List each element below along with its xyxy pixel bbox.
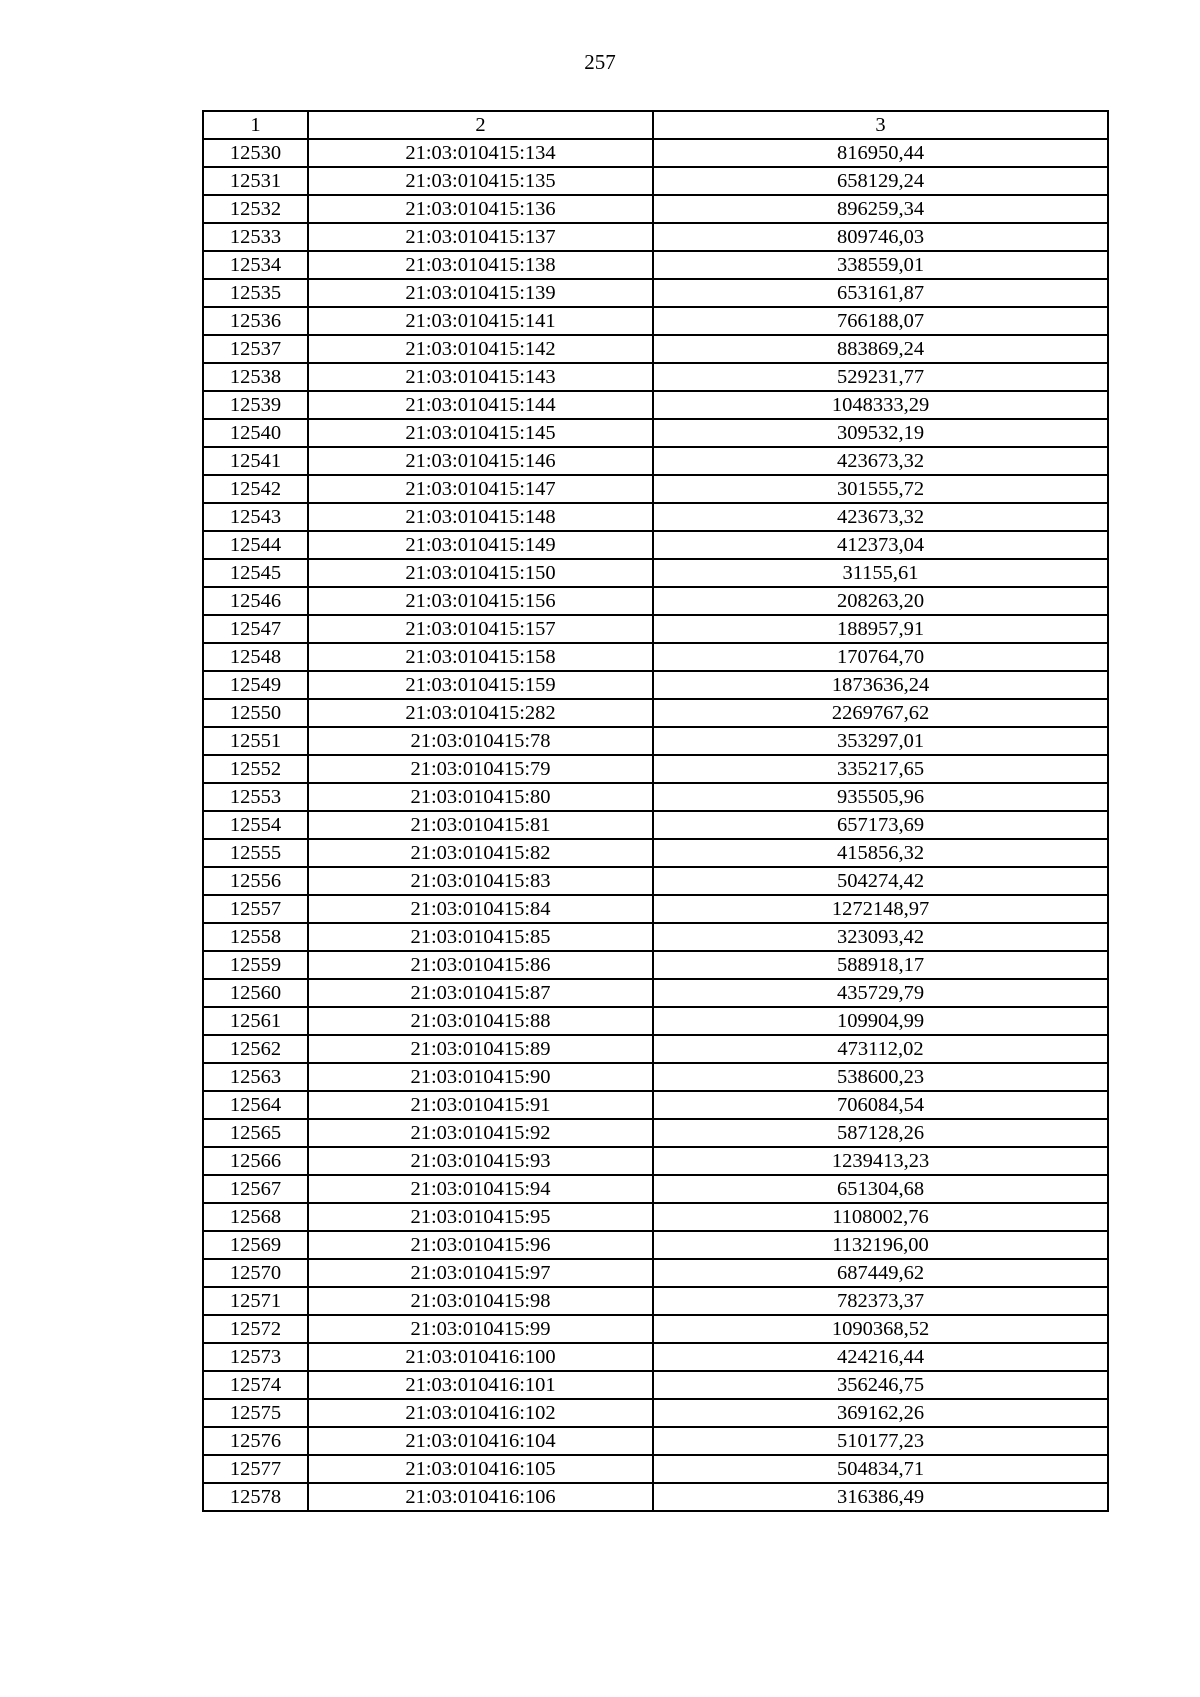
cadastral-number-cell: 21:03:010415:150 <box>308 559 653 587</box>
table-row <box>203 923 1108 951</box>
value-cell: 1239413,23 <box>653 1147 1108 1175</box>
row-number-cell: 12542 <box>203 475 308 503</box>
table-row <box>203 587 1108 615</box>
row-number-cell: 12530 <box>203 139 308 167</box>
row-number-cell: 12563 <box>203 1063 308 1091</box>
value-cell: 353297,01 <box>653 727 1108 755</box>
table-row <box>203 615 1108 643</box>
value-cell: 653161,87 <box>653 279 1108 307</box>
value-cell: 529231,77 <box>653 363 1108 391</box>
table-row <box>203 1343 1108 1371</box>
row-number-cell: 12578 <box>203 1483 308 1511</box>
table-row <box>203 979 1108 1007</box>
column-header-1: 1 <box>203 111 308 139</box>
value-cell: 538600,23 <box>653 1063 1108 1091</box>
cadastral-number-cell: 21:03:010415:157 <box>308 615 653 643</box>
table-row <box>203 643 1108 671</box>
row-number-cell: 12551 <box>203 727 308 755</box>
table-row <box>203 699 1108 727</box>
value-cell: 935505,96 <box>653 783 1108 811</box>
row-number-cell: 12535 <box>203 279 308 307</box>
row-number-cell: 12533 <box>203 223 308 251</box>
value-cell: 658129,24 <box>653 167 1108 195</box>
table-row <box>203 559 1108 587</box>
table-row <box>203 727 1108 755</box>
table-row <box>203 895 1108 923</box>
cadastral-number-cell: 21:03:010415:147 <box>308 475 653 503</box>
cadastral-number-cell: 21:03:010415:83 <box>308 867 653 895</box>
value-cell: 423673,32 <box>653 447 1108 475</box>
row-number-cell: 12567 <box>203 1175 308 1203</box>
table-row <box>203 1119 1108 1147</box>
cadastral-number-cell: 21:03:010415:96 <box>308 1231 653 1259</box>
value-cell: 31155,61 <box>653 559 1108 587</box>
value-cell: 208263,20 <box>653 587 1108 615</box>
cadastral-number-cell: 21:03:010415:91 <box>308 1091 653 1119</box>
page-number: 257 <box>584 50 616 74</box>
value-cell: 109904,99 <box>653 1007 1108 1035</box>
value-cell: 1873636,24 <box>653 671 1108 699</box>
table-row <box>203 1455 1108 1483</box>
cadastral-number-cell: 21:03:010415:90 <box>308 1063 653 1091</box>
value-cell: 415856,32 <box>653 839 1108 867</box>
cadastral-number-cell: 21:03:010415:88 <box>308 1007 653 1035</box>
cadastral-number-cell: 21:03:010415:79 <box>308 755 653 783</box>
value-cell: 1272148,97 <box>653 895 1108 923</box>
row-number-cell: 12548 <box>203 643 308 671</box>
row-number-cell: 12561 <box>203 1007 308 1035</box>
cadastral-number-cell: 21:03:010415:87 <box>308 979 653 1007</box>
row-number-cell: 12540 <box>203 419 308 447</box>
cadastral-number-cell: 21:03:010415:89 <box>308 1035 653 1063</box>
value-cell: 423673,32 <box>653 503 1108 531</box>
row-number-cell: 12562 <box>203 1035 308 1063</box>
value-cell: 424216,44 <box>653 1343 1108 1371</box>
value-cell: 896259,34 <box>653 195 1108 223</box>
value-cell: 1132196,00 <box>653 1231 1108 1259</box>
cadastral-number-cell: 21:03:010415:134 <box>308 139 653 167</box>
table-row <box>203 503 1108 531</box>
table-row <box>203 363 1108 391</box>
row-number-cell: 12566 <box>203 1147 308 1175</box>
value-cell: 316386,49 <box>653 1483 1108 1511</box>
cadastral-number-cell: 21:03:010415:137 <box>308 223 653 251</box>
cadastral-number-cell: 21:03:010415:146 <box>308 447 653 475</box>
value-cell: 435729,79 <box>653 979 1108 1007</box>
table-row <box>203 139 1108 167</box>
value-cell: 170764,70 <box>653 643 1108 671</box>
value-cell: 1048333,29 <box>653 391 1108 419</box>
value-cell: 338559,01 <box>653 251 1108 279</box>
table-row <box>203 755 1108 783</box>
cadastral-number-cell: 21:03:010415:156 <box>308 587 653 615</box>
cadastral-number-cell: 21:03:010415:98 <box>308 1287 653 1315</box>
cadastral-number-cell: 21:03:010415:78 <box>308 727 653 755</box>
header-row <box>203 111 1108 139</box>
row-number-cell: 12575 <box>203 1399 308 1427</box>
table-row <box>203 531 1108 559</box>
row-number-cell: 12560 <box>203 979 308 1007</box>
row-number-cell: 12534 <box>203 251 308 279</box>
row-number-cell: 12541 <box>203 447 308 475</box>
row-number-cell: 12546 <box>203 587 308 615</box>
row-number-cell: 12543 <box>203 503 308 531</box>
cadastral-number-cell: 21:03:010415:95 <box>308 1203 653 1231</box>
table-row <box>203 1175 1108 1203</box>
cadastral-number-cell: 21:03:010415:84 <box>308 895 653 923</box>
table-row <box>203 1399 1108 1427</box>
table-row <box>203 839 1108 867</box>
cadastral-number-cell: 21:03:010415:82 <box>308 839 653 867</box>
row-number-cell: 12557 <box>203 895 308 923</box>
cadastral-number-cell: 21:03:010415:80 <box>308 783 653 811</box>
table-row <box>203 335 1108 363</box>
cadastral-number-cell: 21:03:010415:158 <box>308 643 653 671</box>
table-row <box>203 671 1108 699</box>
row-number-cell: 12565 <box>203 1119 308 1147</box>
table-row <box>203 1287 1108 1315</box>
table-row <box>203 1483 1108 1511</box>
value-cell: 766188,07 <box>653 307 1108 335</box>
data-table <box>202 110 1109 1512</box>
row-number-cell: 12547 <box>203 615 308 643</box>
row-number-cell: 12571 <box>203 1287 308 1315</box>
value-cell: 816950,44 <box>653 139 1108 167</box>
row-number-cell: 12531 <box>203 167 308 195</box>
value-cell: 706084,54 <box>653 1091 1108 1119</box>
table-row <box>203 1063 1108 1091</box>
cadastral-number-cell: 21:03:010416:101 <box>308 1371 653 1399</box>
value-cell: 510177,23 <box>653 1427 1108 1455</box>
row-number-cell: 12564 <box>203 1091 308 1119</box>
row-number-cell: 12544 <box>203 531 308 559</box>
cadastral-number-cell: 21:03:010415:86 <box>308 951 653 979</box>
cadastral-number-cell: 21:03:010415:142 <box>308 335 653 363</box>
table-row <box>203 223 1108 251</box>
cadastral-number-cell: 21:03:010416:106 <box>308 1483 653 1511</box>
row-number-cell: 12537 <box>203 335 308 363</box>
table-row <box>203 475 1108 503</box>
row-number-cell: 12556 <box>203 867 308 895</box>
cadastral-number-cell: 21:03:010415:143 <box>308 363 653 391</box>
row-number-cell: 12573 <box>203 1343 308 1371</box>
row-number-cell: 12559 <box>203 951 308 979</box>
row-number-cell: 12549 <box>203 671 308 699</box>
value-cell: 657173,69 <box>653 811 1108 839</box>
column-header-3: 3 <box>653 111 1108 139</box>
value-cell: 309532,19 <box>653 419 1108 447</box>
row-number-cell: 12553 <box>203 783 308 811</box>
value-cell: 883869,24 <box>653 335 1108 363</box>
cadastral-number-cell: 21:03:010415:145 <box>308 419 653 447</box>
value-cell: 412373,04 <box>653 531 1108 559</box>
cadastral-number-cell: 21:03:010415:136 <box>308 195 653 223</box>
table-row <box>203 1007 1108 1035</box>
cadastral-number-cell: 21:03:010415:92 <box>308 1119 653 1147</box>
table-body <box>203 139 1108 1511</box>
table-row <box>203 391 1108 419</box>
value-cell: 587128,26 <box>653 1119 1108 1147</box>
value-cell: 369162,26 <box>653 1399 1108 1427</box>
column-header-2: 2 <box>308 111 653 139</box>
row-number-cell: 12574 <box>203 1371 308 1399</box>
cadastral-number-cell: 21:03:010416:100 <box>308 1343 653 1371</box>
value-cell: 356246,75 <box>653 1371 1108 1399</box>
cadastral-number-cell: 21:03:010415:148 <box>308 503 653 531</box>
row-number-cell: 12550 <box>203 699 308 727</box>
table-row <box>203 1091 1108 1119</box>
cadastral-number-cell: 21:03:010415:159 <box>308 671 653 699</box>
table-row <box>203 783 1108 811</box>
cadastral-number-cell: 21:03:010416:102 <box>308 1399 653 1427</box>
row-number-cell: 12536 <box>203 307 308 335</box>
table-row <box>203 447 1108 475</box>
table-row <box>203 951 1108 979</box>
table-row <box>203 307 1108 335</box>
table-row <box>203 1231 1108 1259</box>
row-number-cell: 12576 <box>203 1427 308 1455</box>
cadastral-number-cell: 21:03:010416:104 <box>308 1427 653 1455</box>
cadastral-number-cell: 21:03:010415:81 <box>308 811 653 839</box>
table-row <box>203 1203 1108 1231</box>
table-row <box>203 1371 1108 1399</box>
value-cell: 504274,42 <box>653 867 1108 895</box>
table-row <box>203 419 1108 447</box>
table-row <box>203 195 1108 223</box>
row-number-cell: 12558 <box>203 923 308 951</box>
row-number-cell: 12539 <box>203 391 308 419</box>
cadastral-number-cell: 21:03:010415:144 <box>308 391 653 419</box>
row-number-cell: 12532 <box>203 195 308 223</box>
table-row <box>203 1259 1108 1287</box>
value-cell: 651304,68 <box>653 1175 1108 1203</box>
value-cell: 2269767,62 <box>653 699 1108 727</box>
cadastral-number-cell: 21:03:010415:94 <box>308 1175 653 1203</box>
table-row <box>203 1315 1108 1343</box>
value-cell: 809746,03 <box>653 223 1108 251</box>
table-row <box>203 1035 1108 1063</box>
cadastral-number-cell: 21:03:010415:138 <box>308 251 653 279</box>
cadastral-number-cell: 21:03:010415:93 <box>308 1147 653 1175</box>
row-number-cell: 12545 <box>203 559 308 587</box>
cadastral-number-cell: 21:03:010415:282 <box>308 699 653 727</box>
table-row <box>203 811 1108 839</box>
cadastral-number-cell: 21:03:010416:105 <box>308 1455 653 1483</box>
row-number-cell: 12568 <box>203 1203 308 1231</box>
value-cell: 588918,17 <box>653 951 1108 979</box>
row-number-cell: 12555 <box>203 839 308 867</box>
cadastral-number-cell: 21:03:010415:99 <box>308 1315 653 1343</box>
cadastral-number-cell: 21:03:010415:149 <box>308 531 653 559</box>
value-cell: 1108002,76 <box>653 1203 1108 1231</box>
row-number-cell: 12572 <box>203 1315 308 1343</box>
value-cell: 1090368,52 <box>653 1315 1108 1343</box>
table-row <box>203 867 1108 895</box>
row-number-cell: 12570 <box>203 1259 308 1287</box>
table-row <box>203 167 1108 195</box>
value-cell: 782373,37 <box>653 1287 1108 1315</box>
value-cell: 323093,42 <box>653 923 1108 951</box>
table-header <box>203 111 1108 139</box>
cadastral-number-cell: 21:03:010415:135 <box>308 167 653 195</box>
table-row <box>203 1147 1108 1175</box>
cadastral-number-cell: 21:03:010415:139 <box>308 279 653 307</box>
value-cell: 504834,71 <box>653 1455 1108 1483</box>
row-number-cell: 12552 <box>203 755 308 783</box>
table-row <box>203 279 1108 307</box>
value-cell: 301555,72 <box>653 475 1108 503</box>
value-cell: 335217,65 <box>653 755 1108 783</box>
value-cell: 473112,02 <box>653 1035 1108 1063</box>
table-row <box>203 1427 1108 1455</box>
row-number-cell: 12538 <box>203 363 308 391</box>
cadastral-number-cell: 21:03:010415:141 <box>308 307 653 335</box>
row-number-cell: 12569 <box>203 1231 308 1259</box>
row-number-cell: 12554 <box>203 811 308 839</box>
value-cell: 687449,62 <box>653 1259 1108 1287</box>
table-row <box>203 251 1108 279</box>
cadastral-number-cell: 21:03:010415:85 <box>308 923 653 951</box>
value-cell: 188957,91 <box>653 615 1108 643</box>
cadastral-number-cell: 21:03:010415:97 <box>308 1259 653 1287</box>
row-number-cell: 12577 <box>203 1455 308 1483</box>
